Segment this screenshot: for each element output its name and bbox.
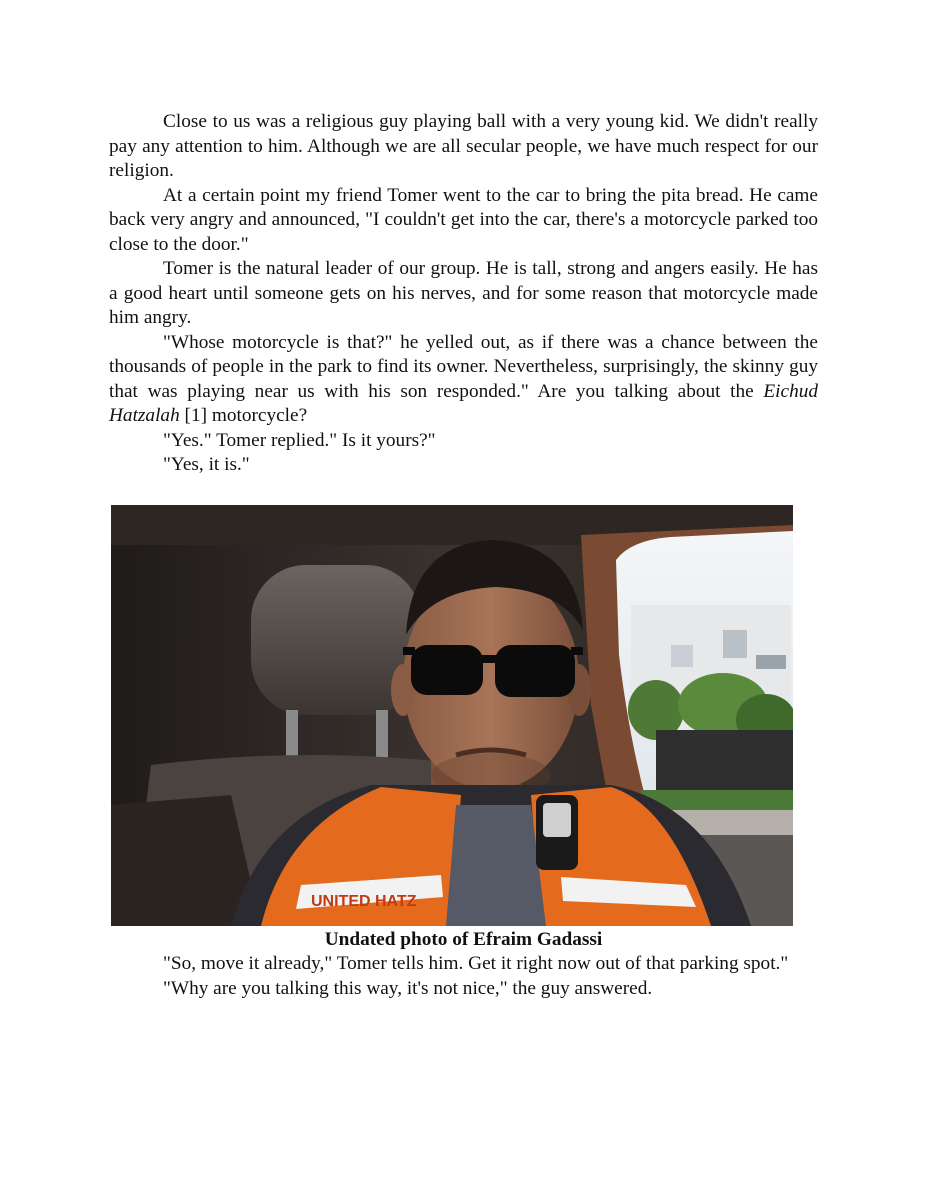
body-text-top [109,110,818,478]
photo-caption: Undated photo of Efraim Gadassi [324,929,603,950]
vest-print: UNITED HATZ [311,893,417,910]
paragraph: "Why are you talking this way, it's not nice," the guy answered. [163,977,653,999]
paragraph: Close to us was a religious guy playing ball with a very young kid. We didn't really pay any attention to him. Although we are all secular people, we have much respect for our religion. [109,111,818,181]
italic-term: Eichud Hatzalah [109,380,818,426]
paragraph [109,331,818,429]
photo-illustration [111,505,793,926]
paragraph: At a certain point my friend Tomer went to the car to bring the pita bread. He came back very angry and announced, "I couldn't get into the car, there's a motorcycle parked too close to the door." [109,184,818,255]
paragraph: "Yes, it is." [163,454,250,475]
photo-efraim-gadassi [111,505,793,926]
paragraph-text: [1] motorcycle? [179,405,308,426]
paragraph: "So, move it already," Tomer tells him. Get it right now out of that parking spot." [163,953,789,974]
paragraph-text: "Whose motorcycle is that?" he yelled out, as if there was a chance between the thousands of people in the park to find its owner. Nevertheless, surprisingly, the skinny guy that was playing near us with his son responded." Are you talking about the [109,331,818,402]
paragraph: "Yes." Tomer replied." Is it yours?" [163,429,436,451]
body-text-bottom [109,952,818,1001]
paragraph: Tomer is the natural leader of our group. He is tall, strong and angers easily. He has a good heart until someone gets on his nerves, and for some reason that motorcycle made him angry. [109,258,818,328]
